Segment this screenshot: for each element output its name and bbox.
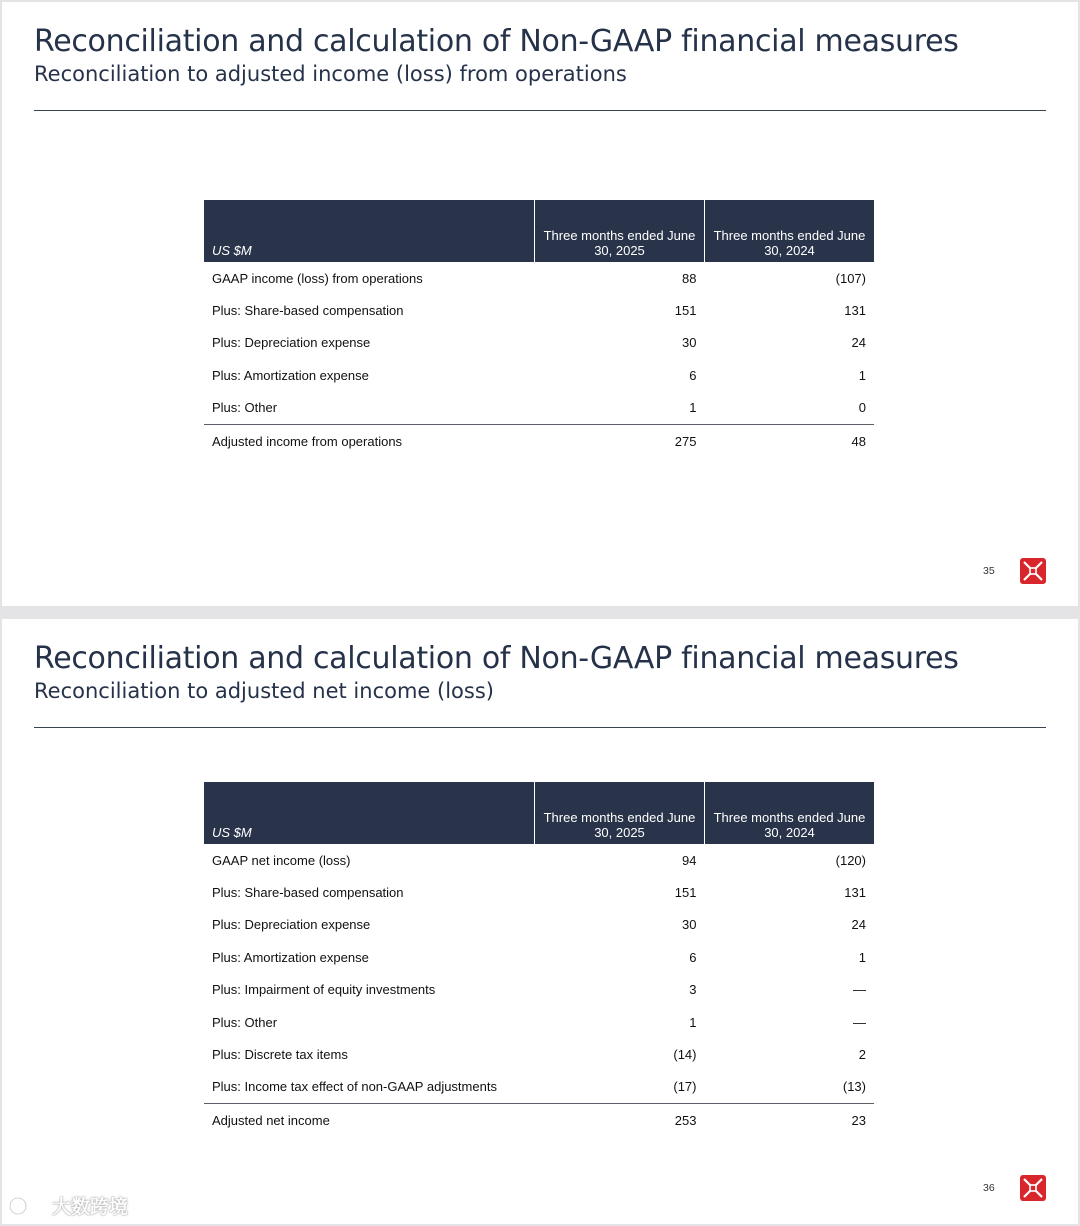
value-2025: (17) xyxy=(673,1079,697,1095)
value-2024: 0 xyxy=(858,400,866,416)
company-logo-icon xyxy=(1020,1175,1046,1201)
table-row xyxy=(204,1071,874,1104)
slide-35 xyxy=(2,2,1078,606)
value-2025: 1 xyxy=(689,400,697,416)
row-label: Plus: Impairment of equity investments xyxy=(212,982,436,998)
reconciliation-table xyxy=(204,200,874,457)
value-2024: 131 xyxy=(844,303,866,319)
slide-title: Reconciliation and calculation of Non-GAAP financial measures xyxy=(34,641,959,676)
row-label: GAAP income (loss) from operations xyxy=(212,270,423,286)
slide-title: Reconciliation and calculation of Non-GAAP financial measures xyxy=(34,24,959,59)
page-number: 35 xyxy=(983,565,995,577)
table-row xyxy=(204,1038,874,1070)
title-divider xyxy=(34,727,1046,728)
table-header-row xyxy=(204,200,874,262)
header-2025: Three months ended June 30, 2025 xyxy=(535,200,705,262)
watermark xyxy=(8,1192,128,1219)
value-2024: — xyxy=(853,1014,866,1030)
row-label: Plus: Share-based compensation xyxy=(212,303,404,319)
company-logo-icon xyxy=(1020,558,1046,584)
row-label: GAAP net income (loss) xyxy=(212,852,351,868)
total-2025: 275 xyxy=(535,424,705,457)
header-2025: Three months ended June 30, 2025 xyxy=(535,782,705,844)
header-units: US $M xyxy=(204,782,535,844)
table-total-row xyxy=(204,1104,874,1137)
row-label: Plus: Depreciation expense xyxy=(212,917,371,933)
value-2025: 88 xyxy=(682,270,697,286)
total-2024: 48 xyxy=(705,424,875,457)
value-2024: 24 xyxy=(851,917,866,933)
table-row xyxy=(204,392,874,425)
value-2025: 3 xyxy=(689,982,697,998)
row-label: Plus: Amortization expense xyxy=(212,367,369,383)
watermark-text: 大数跨境 xyxy=(52,1196,129,1218)
value-2025: 151 xyxy=(674,885,697,901)
value-2024: 2 xyxy=(858,1047,866,1063)
table-row xyxy=(204,876,874,908)
reconciliation-table xyxy=(204,782,874,1137)
value-2024: 131 xyxy=(844,885,866,901)
slide-subtitle: Reconciliation to adjusted net income (loss) xyxy=(34,679,494,703)
value-2025: 6 xyxy=(689,367,697,383)
table-total-row xyxy=(204,424,874,457)
slide-subtitle: Reconciliation to adjusted income (loss) from operations xyxy=(34,62,627,86)
value-2024: (107) xyxy=(835,270,866,286)
watermark-logo-icon xyxy=(8,1194,48,1218)
table-header-row xyxy=(204,782,874,844)
row-label: Plus: Other xyxy=(212,1014,278,1030)
page-number: 36 xyxy=(983,1182,995,1194)
row-label: Plus: Depreciation expense xyxy=(212,335,371,351)
table-row xyxy=(204,974,874,1006)
slide-36 xyxy=(2,619,1078,1224)
header-2024: Three months ended June 30, 2024 xyxy=(705,782,875,844)
table-row xyxy=(204,262,874,294)
row-label: Plus: Share-based compensation xyxy=(212,885,404,901)
value-2025: 30 xyxy=(682,917,697,933)
table-row xyxy=(204,359,874,391)
header-units: US $M xyxy=(204,200,535,262)
table-row xyxy=(204,294,874,326)
value-2024: 1 xyxy=(858,367,866,383)
table-row xyxy=(204,909,874,941)
total-2024: 23 xyxy=(705,1104,875,1137)
table-row xyxy=(204,941,874,973)
table-row xyxy=(204,327,874,359)
total-label: Adjusted net income xyxy=(204,1104,535,1137)
total-label: Adjusted income from operations xyxy=(204,424,535,457)
value-2025: 30 xyxy=(682,335,697,351)
value-2024: 1 xyxy=(858,949,866,965)
value-2024: (120) xyxy=(835,852,866,868)
value-2024: (13) xyxy=(842,1079,866,1095)
row-label: Plus: Discrete tax items xyxy=(212,1047,348,1063)
row-label: Plus: Income tax effect of non-GAAP adjustments xyxy=(212,1079,497,1095)
value-2025: (14) xyxy=(673,1047,697,1063)
value-2025: 6 xyxy=(689,949,697,965)
row-label: Plus: Other xyxy=(212,400,278,416)
table-row xyxy=(204,844,874,876)
value-2024: 24 xyxy=(851,335,866,351)
header-2024: Three months ended June 30, 2024 xyxy=(705,200,875,262)
table-row xyxy=(204,1006,874,1038)
value-2025: 1 xyxy=(689,1014,697,1030)
value-2024: — xyxy=(853,982,866,998)
row-label: Plus: Amortization expense xyxy=(212,949,369,965)
title-divider xyxy=(34,110,1046,111)
value-2025: 151 xyxy=(674,303,697,319)
value-2025: 94 xyxy=(682,852,697,868)
total-2025: 253 xyxy=(535,1104,705,1137)
